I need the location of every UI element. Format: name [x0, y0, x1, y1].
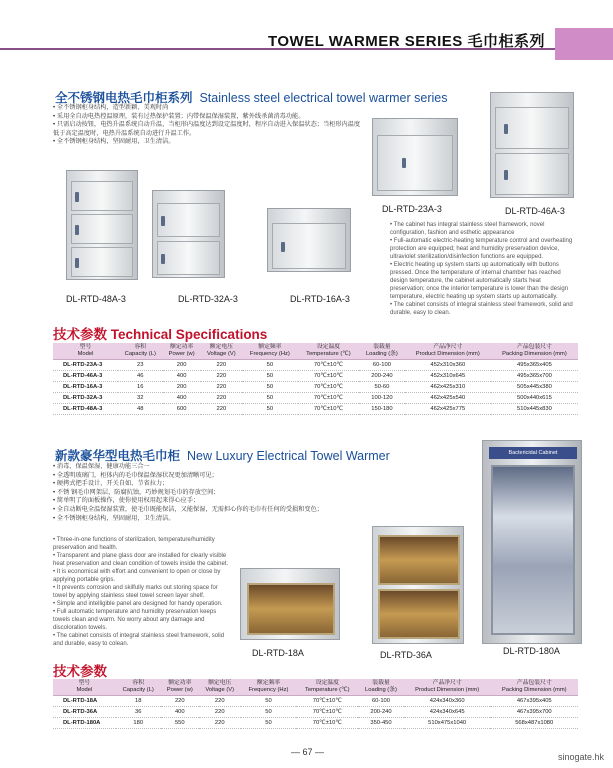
table-cell: 200 — [163, 360, 201, 371]
table-header-cell: 额定频率 Frequency (Hz) — [241, 679, 297, 696]
table-header-cell: 额定电压 Voltage (V) — [199, 679, 241, 696]
table-cell: DL-RTD-46A-3 — [53, 371, 118, 382]
bullet: • 全不锈钢柜身结构，坚固耐用，卫生清洁。 — [53, 138, 363, 147]
bullet: • Transparent and plane glass door are installed for clearly visible heat preservation and clean condition of towels inside the cabinet. — [53, 553, 229, 567]
table-header-cell: 产品包装尺寸 Packing Dimension (mm) — [491, 343, 578, 360]
cabinet-image-23a — [372, 118, 458, 196]
bullet: • Simple and intelligible panel are designed for handy operation. — [53, 601, 223, 607]
table-row — [53, 707, 578, 718]
table-header-cell: 设定温度 Temperature (℃) — [296, 679, 358, 696]
table-cell: 505x445x380 — [491, 382, 578, 393]
table-cell: DL-RTD-18A — [53, 696, 116, 707]
section2-title-en: New Luxury Electrical Towel Warmer — [186, 449, 390, 463]
table-cell: 220 — [199, 707, 241, 718]
page-number: — 67 — — [291, 747, 325, 757]
table-cell: 70℃±10℃ — [298, 393, 359, 404]
table-cell: 462x425x540 — [405, 393, 491, 404]
table-cell: 70℃±10℃ — [298, 360, 359, 371]
table-cell: 220 — [199, 696, 241, 707]
table-cell: 400 — [163, 371, 201, 382]
table-cell: 495x365x405 — [491, 360, 578, 371]
bullet: • 全透明玻璃门，柜体内的毛巾保温保湿状况更加清晰可见； — [53, 472, 413, 481]
cabinet-image-18a — [240, 568, 340, 640]
cabinet-image-180a — [482, 440, 582, 644]
table-cell: 50 — [242, 393, 298, 404]
bullet: • 全不锈钢柜身结构，造型新颖、美观时尚 — [53, 104, 363, 113]
section1-bullets-en — [390, 221, 576, 317]
table-cell: 100-120 — [359, 393, 404, 404]
table-cell: 50-60 — [359, 382, 404, 393]
table-row — [53, 382, 578, 393]
header-accent-box — [555, 28, 613, 60]
table-cell: 467x395x405 — [490, 696, 578, 707]
bullet: • 采用全自动电热控温原理，装有过热保护装置；内带保温保湿装置，紫外线杀菌消毒功能。 — [53, 113, 363, 122]
table-cell: 600 — [163, 404, 201, 415]
table-header-row — [53, 679, 578, 696]
spec-table-2 — [53, 679, 578, 729]
table-cell: DL-RTD-36A — [53, 707, 116, 718]
table-cell: 568x487x1080 — [490, 718, 578, 729]
table-cell: 510x445x830 — [491, 404, 578, 415]
bullet: • 只需启动按钮，电热升温系统自动升温，当柜形内温度达到设定温度时，程序自动进入保温状态；当柜形内温度低于高定温度时，电热升温系统自动进行升温工作。 — [53, 121, 363, 138]
bullet: • Three-in-one functions of sterilization, temperature/humidity preservation and health. — [53, 537, 215, 551]
table-header-cell: 额定功率 Power (w) — [161, 679, 199, 696]
site-watermark: sinogate.hk — [558, 752, 605, 762]
table-cell: 18 — [116, 696, 161, 707]
table-row — [53, 718, 578, 729]
table-cell: 220 — [161, 696, 199, 707]
table-cell: DL-RTD-32A-3 — [53, 393, 118, 404]
bullet: • It prevents corrosion and skilfully marks out storing space for towel by applying stainless steel towel screen layer shelf. — [53, 585, 218, 599]
table-cell: 23 — [118, 360, 163, 371]
table-cell: DL-RTD-23A-3 — [53, 360, 118, 371]
section2-title — [55, 446, 390, 464]
table-cell: 424x340x360 — [404, 696, 491, 707]
table-cell: 200 — [163, 382, 201, 393]
table-cell: 50 — [242, 382, 298, 393]
table-row — [53, 393, 578, 404]
bullet: • 全不锈钢柜身结构，坚固耐用，卫生清洁。 — [53, 515, 413, 524]
table-cell: 70℃±10℃ — [298, 404, 359, 415]
bullet: • 不锈 钢毛巾网架层，防腐抗蚀，巧妙规划毛巾的存放空间； — [53, 489, 413, 498]
table-cell: 70℃±10℃ — [296, 718, 358, 729]
section1-title-en: Stainless steel electrical towel warmer series — [199, 91, 448, 105]
model-label: DL-RTD-16A-3 — [290, 294, 350, 304]
table-cell: 452x310x360 — [405, 360, 491, 371]
bullet: • Full automatic temperature and humidity preservation keeps towels clean and warm. No worry about any damage and discoloration towels. — [53, 609, 217, 631]
table-cell: 424x340x645 — [404, 707, 491, 718]
bullet: • The cabinet consists of integral stainless steel framework, solid and durable, easy to colean. — [53, 633, 225, 647]
table-cell: 200-240 — [359, 371, 404, 382]
cabinet-image-32a — [152, 190, 225, 278]
model-label: DL-RTD-180A — [503, 646, 560, 656]
table-cell: 50 — [242, 371, 298, 382]
table-cell: 36 — [116, 707, 161, 718]
table-header-cell: 产品净尺寸 Product Dimension (mm) — [404, 679, 491, 696]
table-header-cell: 型号 Model — [53, 343, 118, 360]
cabinet-image-46a — [490, 92, 574, 198]
table-cell: 32 — [118, 393, 163, 404]
table-header-cell: 产品净尺寸 Product Dimension (mm) — [405, 343, 491, 360]
model-label: DL-RTD-48A-3 — [66, 294, 126, 304]
table-cell: 452x310x645 — [405, 371, 491, 382]
table-cell: DL-RTD-16A-3 — [53, 382, 118, 393]
table-cell: 46 — [118, 371, 163, 382]
table-cell: 462x425x775 — [405, 404, 491, 415]
table-cell: 70℃±10℃ — [298, 371, 359, 382]
table-cell: 220 — [201, 382, 242, 393]
table-cell: 400 — [161, 707, 199, 718]
spec2-title: 技术参数 — [53, 664, 107, 679]
model-label: DL-RTD-32A-3 — [178, 294, 238, 304]
table-cell: 220 — [201, 371, 242, 382]
bullet: • 硬拷式把手设计，开关自如、节省拉力； — [53, 480, 413, 489]
cabinet-image-36a — [372, 526, 464, 644]
table-header-cell: 容积 Capacity (L) — [118, 343, 163, 360]
table-cell: 500x440x615 — [491, 393, 578, 404]
cabinet-image-16a — [267, 208, 351, 272]
table-cell: 220 — [201, 393, 242, 404]
bullet: • The cabinet consists of integral stainless steel framework, solid and durable, easy to clean. — [390, 302, 573, 316]
bullet: • It is economical with effort and convenient to open or close by applying portable grips. — [53, 569, 221, 583]
table-header-cell: 设定温度 Temperature (℃) — [298, 343, 359, 360]
spec-table-1 — [53, 343, 578, 415]
table-cell: 150-180 — [359, 404, 404, 415]
section2-title-cn: 新款豪华型电热毛巾柜 — [55, 449, 181, 463]
table-cell: 495x365x700 — [491, 371, 578, 382]
table-cell: 220 — [201, 404, 242, 415]
model-label: DL-RTD-23A-3 — [382, 204, 442, 214]
table-cell: 220 — [201, 360, 242, 371]
table-cell: 467x395x700 — [490, 707, 578, 718]
table-cell: 50 — [242, 360, 298, 371]
table-cell: 180 — [116, 718, 161, 729]
table-cell: 50 — [241, 718, 297, 729]
model-label: DL-RTD-36A — [380, 650, 432, 660]
table-row — [53, 696, 578, 707]
table-header-cell: 装载量 Loading (条) — [359, 343, 404, 360]
table-cell: 350-450 — [358, 718, 404, 729]
table-header-cell: 额定频率 Frequency (Hz) — [242, 343, 298, 360]
table-header-cell: 产品包装尺寸 Packing Dimension (mm) — [490, 679, 578, 696]
table-cell: 550 — [161, 718, 199, 729]
table-row — [53, 360, 578, 371]
bullet: • Full-automatic electric-heating temperature control and overheating protection are equipped; heat and humidity preservation device, ultraviolet sterilization/disinfection functions are equipped. — [390, 238, 573, 260]
cabinet-brand-label: Bactericidal Cabinet — [489, 447, 577, 459]
table-cell: 70℃±10℃ — [298, 382, 359, 393]
table-cell: 70℃±10℃ — [296, 707, 358, 718]
bullet: • 简单明了的面板操作，使你使用权用起来得心应手； — [53, 497, 413, 506]
table-row — [53, 404, 578, 415]
table-cell: 200-240 — [358, 707, 404, 718]
section2-bullets-cn — [53, 463, 413, 523]
table-header-cell: 容积 Capacity (L) — [116, 679, 161, 696]
model-label: DL-RTD-46A-3 — [505, 206, 565, 216]
bullet: • 全自动断电全温保湿装置，使毛巾既能保洁，又能保湿，无需担心你的毛巾有任何的受损和变色； — [53, 506, 413, 515]
table-cell: 510x475x1040 — [404, 718, 491, 729]
section1-bullets-cn — [53, 104, 363, 147]
table-cell: 220 — [199, 718, 241, 729]
bullet: • Electric heating up system starts up automatically with buttons pressed. Once the temperature of internal chamber has reached design temperature, the cabinet automatically starts heat preservation; once the interior temperature is lower than the design temperature, electric heating up system starts up automatically. — [390, 262, 569, 300]
table-cell: 60-100 — [358, 696, 404, 707]
model-label: DL-RTD-18A — [252, 648, 304, 658]
bullet: • The cabinet has integral stainless steel framework, novel configuration, fashion and esthetic appearance — [390, 222, 545, 236]
table-cell: 50 — [241, 707, 297, 718]
table-header-cell: 型号 Model — [53, 679, 116, 696]
table-header-row — [53, 343, 578, 360]
page-title: TOWEL WARMER SERIES 毛巾柜系列 — [268, 33, 545, 50]
cabinet-image-48a — [66, 170, 138, 280]
section1-title-cn: 全不锈钢电热毛巾柜系列 — [55, 91, 193, 105]
table-row — [53, 371, 578, 382]
table-cell: 16 — [118, 382, 163, 393]
table-cell: DL-RTD-48A-3 — [53, 404, 118, 415]
table-cell: DL-RTD-180A — [53, 718, 116, 729]
table-header-cell: 装载量 Loading (条) — [358, 679, 404, 696]
table-cell: 60-100 — [359, 360, 404, 371]
bullet: • 消毒、保温保湿、健康功能三合一 — [53, 463, 413, 472]
section2-bullets-en — [53, 536, 231, 648]
table-cell: 48 — [118, 404, 163, 415]
table-cell: 50 — [242, 404, 298, 415]
table-cell: 400 — [163, 393, 201, 404]
table-cell: 50 — [241, 696, 297, 707]
table-cell: 462x425x310 — [405, 382, 491, 393]
table-cell: 70℃±10℃ — [296, 696, 358, 707]
spec1-title: 技术参数 Technical Specifications — [53, 327, 268, 342]
table-header-cell: 额定功率 Power (w) — [163, 343, 201, 360]
table-header-cell: 额定电压 Voltage (V) — [201, 343, 242, 360]
